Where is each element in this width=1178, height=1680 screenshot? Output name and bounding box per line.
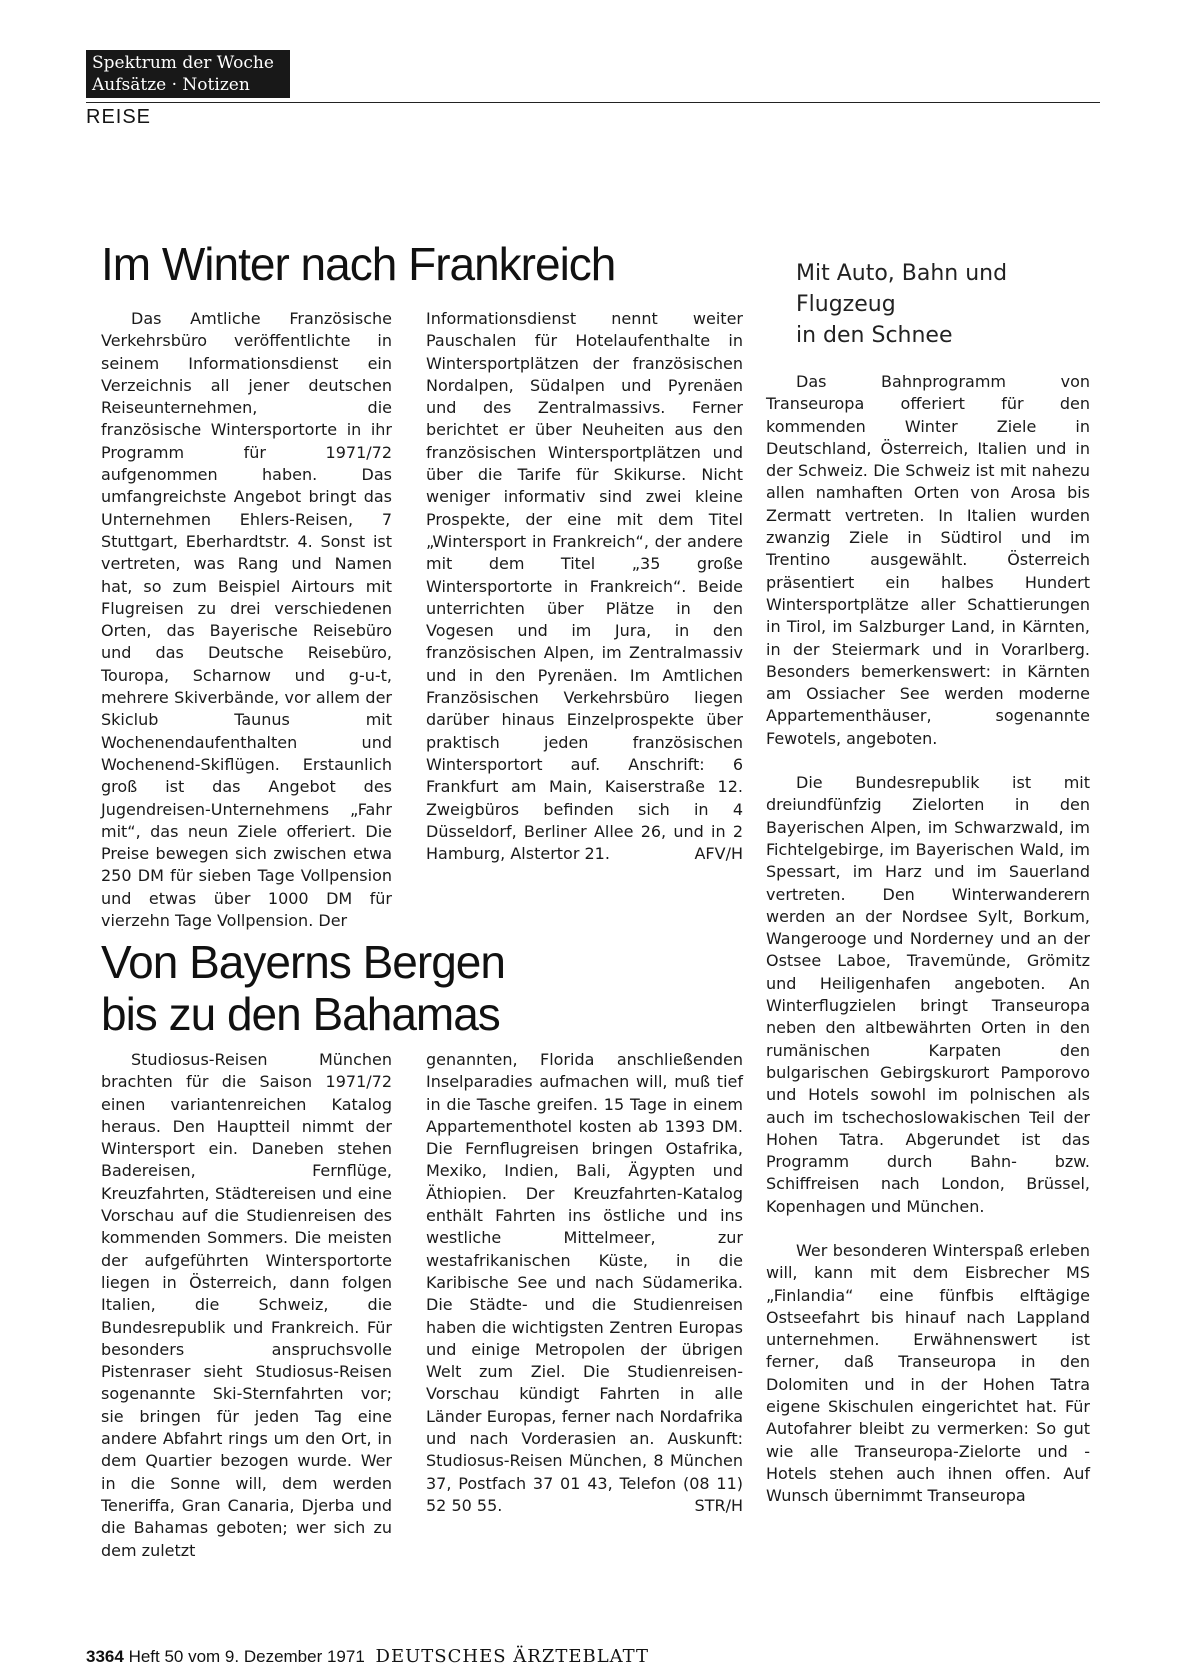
- header-rule: [86, 102, 1100, 103]
- article2-col2-body: genannten, Florida anschließenden Inselparadies aufmachen will, muß tief in die Tasche greifen. 15 Tage in einem Appartementhotel kosten ab 1393 DM. Die Fernflugreisen bringen Ostafrika, Mexiko, Indien, Bali, Ägypten und Äthiopien. Der Kreuzfahrten-Katalog enthält Fahrten ins östliche und ins westliche Mittelmeer, zur westafrikanischen Küste, in die Karibische See und nach Südamerika. Die Städte- und die Studienreisen haben die wichtigsten Zentren Europas und einige Metropolen der übrigen Welt zum Ziel. Die Studienreisen-Vorschau kündigt Fahrten in alle Länder Europas, ferner nach Nordafrika und nach Vorderasien an. Auskunft: Studiosus-Reisen München, 8 München 37, Postfach 37 01 43, Telefon (08 11) 52 50 55.: [426, 1050, 743, 1515]
- article3-subhead-line2: Flugzeug: [796, 292, 896, 317]
- article3-subhead-line3: in den Schnee: [796, 323, 953, 348]
- article2-title-line1: Von Bayerns Bergen: [101, 936, 505, 988]
- article3-paragraph2: Die Bundesrepublik ist mit dreiundfünfzig Zielorten in den Bayerischen Alpen, im Schwarzwald, im Fichtelgebirge, im Bayerischen Wald, im Spessart, im Harz und im Sauerland vertreten. Den Winterwanderern werden an der Nordsee Sylt, Borkum, Wangerooge und Norderney und an der Ostsee Laboe, Travemünde, Grömitz und Heiligenhafen angeboten. An Winterflugzielen bringt Transeuropa neben den altbewährten Orten in den rumänischen Karpaten den bulgarischen Gebirgskurort Pamporovo und Hotels sowohl im polnischen als auch im tschechoslowakischen Teil der Hohen Tatra. Abgerundet ist das Programm durch Bahn- bzw. Schiffreisen nach London, Brüssel, Kopenhagen und München.: [766, 773, 1090, 1216]
- article2-col2-text: [426, 1049, 743, 1517]
- masthead-line2: Aufsätze · Notizen: [92, 75, 250, 95]
- article2-column1: [101, 1049, 392, 1562]
- section-label: REISE: [86, 106, 152, 128]
- page-footer: [86, 1646, 649, 1667]
- article1-col2-text: [426, 308, 743, 865]
- article1-col1-text: Das Amtliche Französische Verkehrsbüro veröffentlichte in seinem Informationsdienst ein Verzeichnis all jener deutschen Reiseunternehmen, die französische Wintersportorte in ihr Programm für 1971/72 aufgenommen haben. Das umfangreichste Angebot bringt das Unternehmen Ehlers-Reisen, 7 Stuttgart, Eberhardtstr. 4. Sonst ist vertreten, was Rang und Namen hat, so zum Beispiel Airtours mit Flugreisen zu drei verschiedenen Orten, das Bayerische Reisebüro und das Deutsche Reisebüro, Touropa, Scharnow und g-u-t, mehrere Skiverbände, vor allem der Skiclub Taunus mit Wochenendaufenthalten und Wochenend-Skiflügen. Erstaunlich groß ist das Angebot des Jugendreisen-Unternehmens „Fahr mit“, das neun Ziele offeriert. Die Preise bewegen sich zwischen etwa 250 DM für sieben Tage Vollpension und etwas über 1000 DM für vierzehn Tage Vollpension. Der: [101, 309, 392, 931]
- article2-col1-text: Studiosus-Reisen München brachten für die Saison 1971/72 einen variantenreichen Katalog heraus. Den Hauptteil nimmt der Wintersport ein. Daneben stehen Badereisen, Fernflüge, Kreuzfahrten, Städtereisen und eine Vorschau auf die Studienreisen des kommenden Sommers. Die meisten der aufgeführten Wintersportorte liegen in Österreich, dann folgen Italien, die Schweiz, die Bundesrepublik und Frankreich. Für besonders anspruchsvolle Pistenraser sieht Studiosus-Reisen sogenannte Ski-Sternfahrten vor; sie bringen für jeden Tag eine andere Abfahrt rings um den Ort, in dem Quartier bezogen wurde. Wer in die Sonne will, dem werden Teneriffa, Gran Canaria, Djerba und die Bahamas geboten; wer sich zu dem zuletzt: [101, 1050, 392, 1560]
- article3-paragraph3: Wer besonderen Winterspaß erleben will, kann mit dem Eisbrecher MS „Finlandia“ eine fünfbis elftägige Ostseefahrt bis hinauf nach Lappland unternehmen. Erwähnenswert ist ferner, daß Transeuropa in den Dolomiten und in der Hohen Tatra eigene Skischulen eingerichtet hat. Für Autofahrer bleibt zu vermerken: So gut wie alle Transeuropa-Zielorte und -Hotels stehen auch ihnen offen. Auf Wunsch übernimmt Transeuropa: [766, 1240, 1090, 1506]
- masthead: [86, 50, 290, 98]
- article2-column2: [426, 1049, 743, 1517]
- article1-title: Im Winter nach Frankreich: [101, 238, 616, 290]
- masthead-line1: Spektrum der Woche: [92, 53, 274, 73]
- magazine-name: DEUTSCHES ÄRZTEBLATT: [375, 1646, 650, 1667]
- article2-title: [101, 936, 505, 1040]
- article1-column2: [426, 308, 743, 865]
- issue-info: Heft 50 vom 9. Dezember 1971: [128, 1647, 365, 1666]
- article3-subhead: [796, 258, 1007, 351]
- page-number: 3364: [86, 1647, 124, 1666]
- article2-signature: STR/H: [694, 1495, 743, 1515]
- article3-subhead-line1: Mit Auto, Bahn und: [796, 261, 1008, 286]
- article1-column1: [101, 308, 392, 932]
- article1-col2-body: Informationsdienst nennt weiter Pauschalen für Hotelaufenthalte in Wintersportplätzen der französischen Nordalpen, Südalpen und Pyrenäen und des Zentralmassivs. Ferner berichtet er über Neuheiten aus den französischen Wintersportplätzen und über die Tarife für Skikurse. Nicht weniger informativ sind zwei kleine Prospekte, der eine mit dem Titel „Wintersport in Frankreich“, der andere mit dem Titel „35 große Wintersportorte in Frankreich“. Beide unterrichten über Plätze in den Vogesen und im Jura, in den französischen Alpen, im Zentralmassiv und in den Pyrenäen. Im Amtlichen Französischen Verkehrsbüro liegen darüber hinaus Einzelprospekte über praktisch jeden französischen Wintersportort auf. Anschrift: 6 Frankfurt am Main, Kaiserstraße 12. Zweigbüros befinden sich in 4 Düsseldorf, Berliner Allee 26, und in 2 Hamburg, Alstertor 21.: [426, 309, 743, 864]
- article3-paragraph1: Das Bahnprogramm von Transeuropa offeriert für den kommenden Winter Ziele in Deutschland, Österreich, Italien und in der Schweiz. Die Schweiz ist mit nahezu allen namhaften Orten von Arosa bis Zermatt vertreten. In Italien wurden zwanzig Ziele in Südtirol und im Trentino ausgewählt. Österreich präsentiert ein halbes Hundert Wintersportplätze aller Schattierungen in Tirol, im Salzburger Land, in Kärnten, in der Steiermark und in Vorarlberg. Besonders bemerkenswert: in Kärnten am Ossiacher See werden moderne Appartementhäuser, sogenannte Fewotels, angeboten.: [766, 372, 1090, 748]
- article3-column: [766, 371, 1090, 1508]
- article1-signature: AFV/H: [694, 844, 743, 864]
- article2-title-line2: bis zu den Bahamas: [101, 988, 500, 1040]
